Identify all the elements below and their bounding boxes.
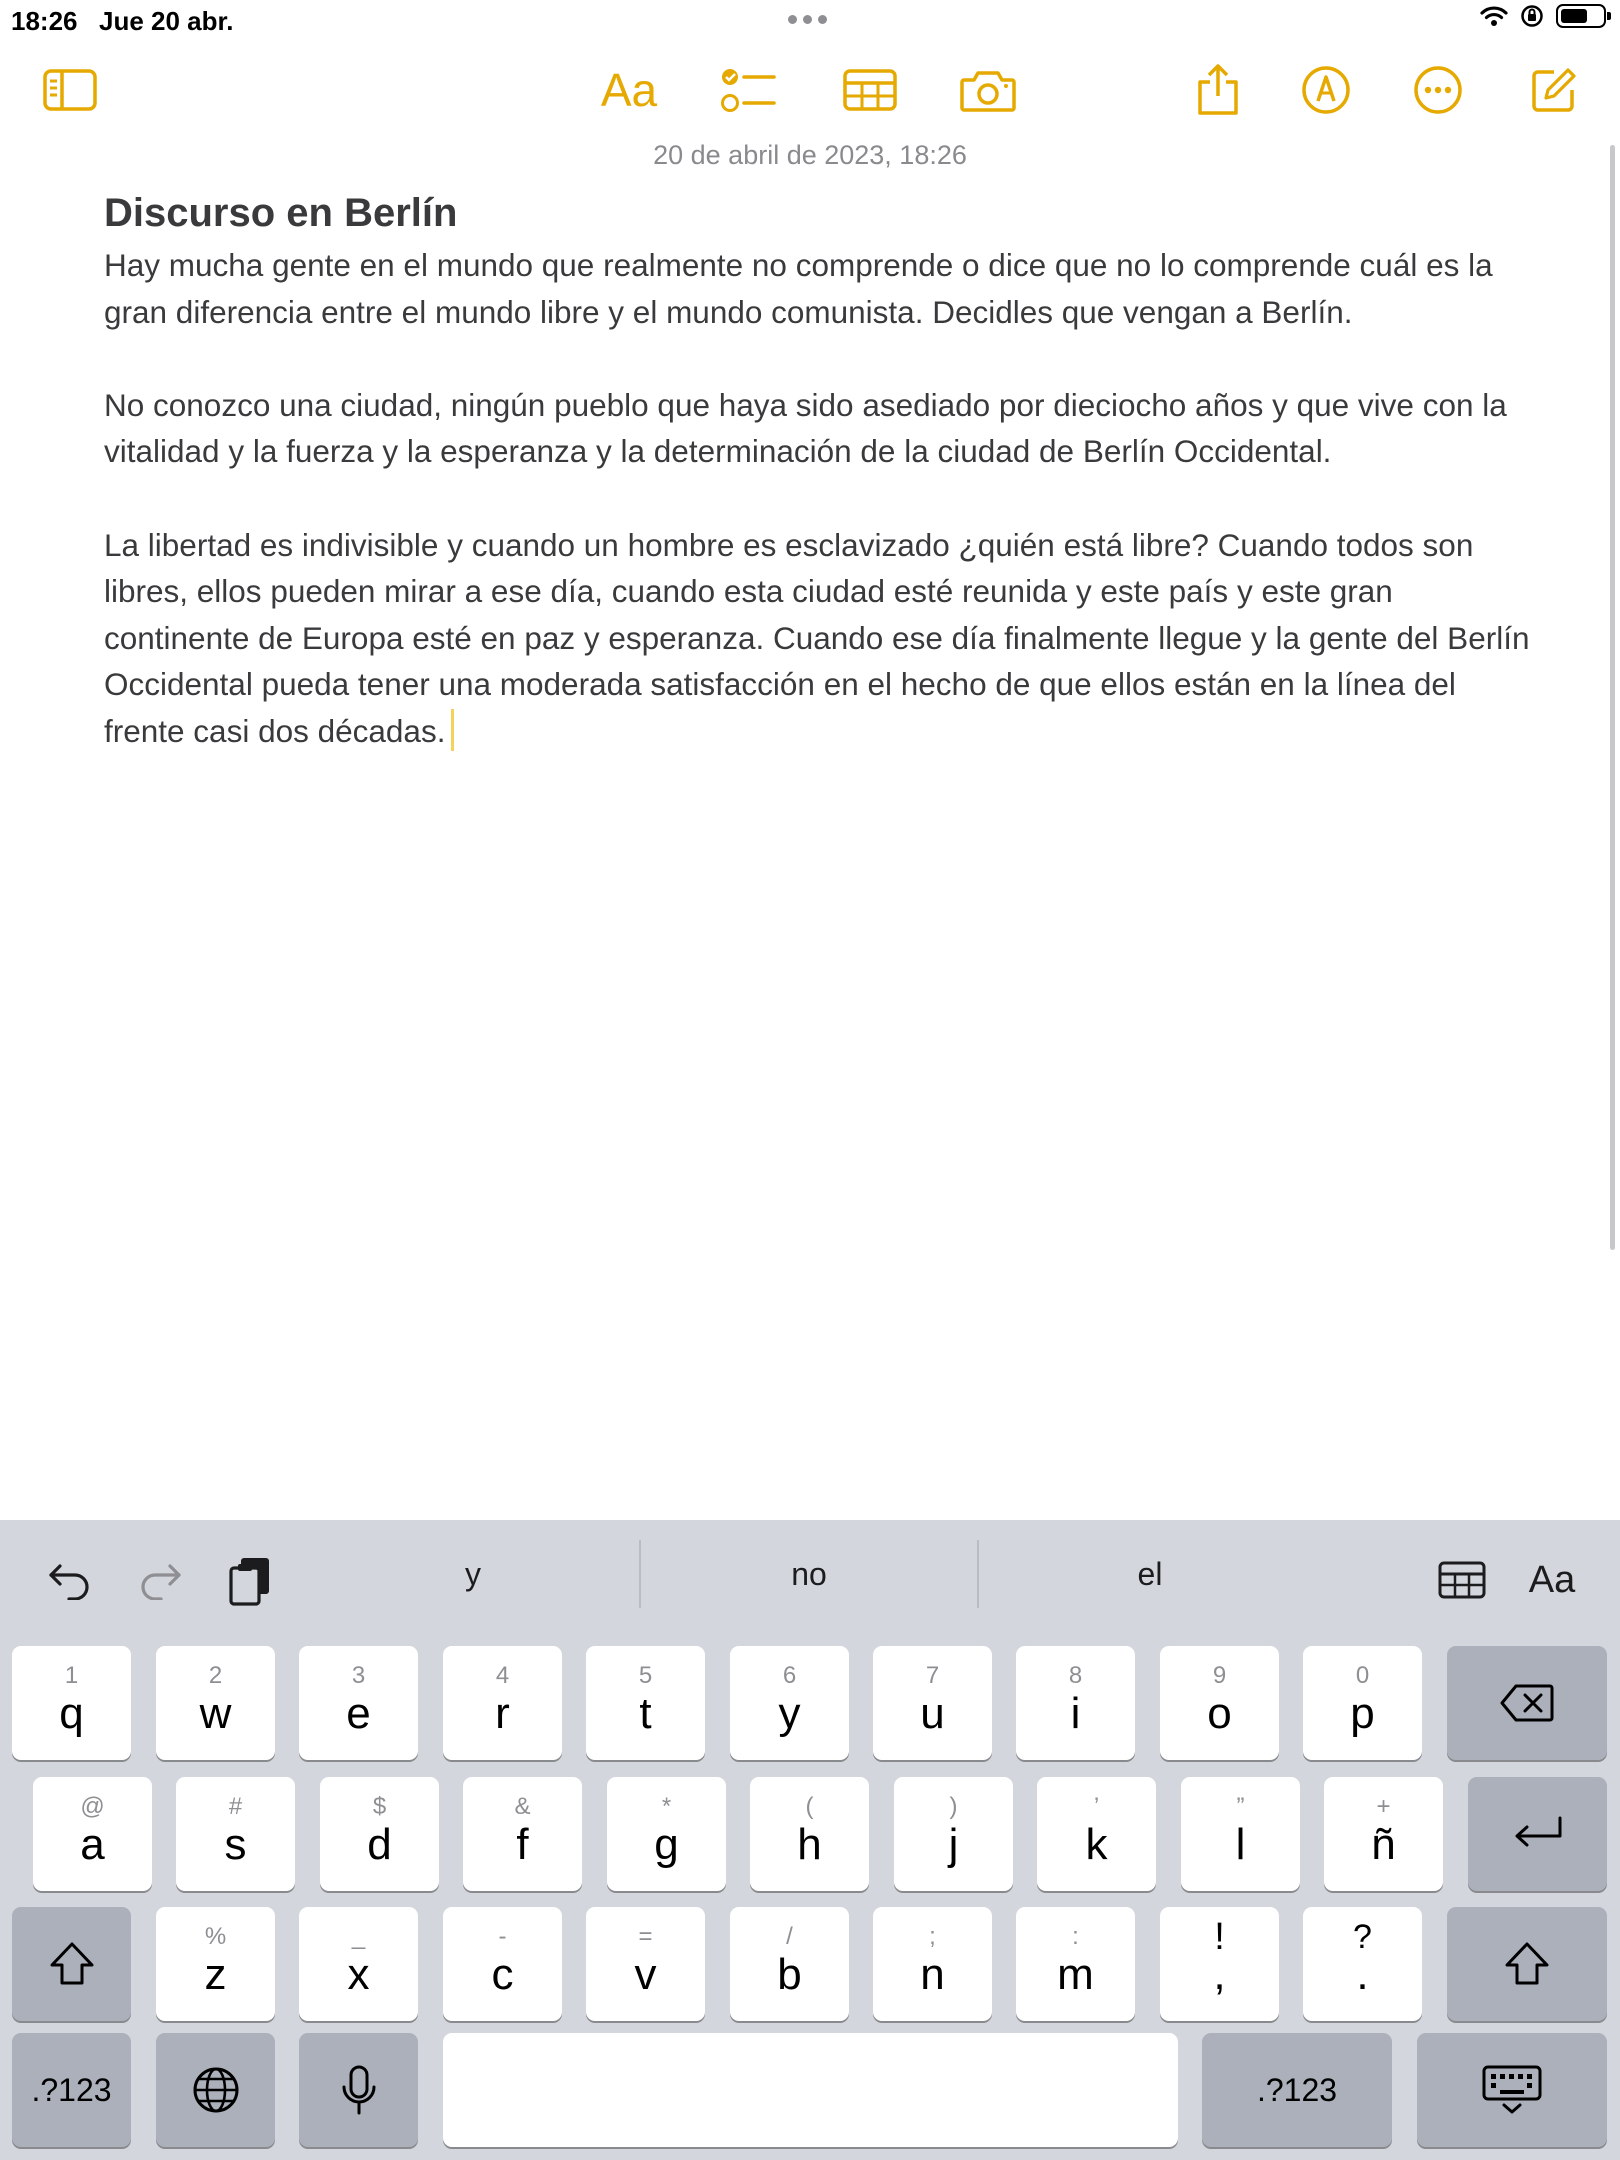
camera-icon (960, 68, 1016, 112)
shift-key-left[interactable] (12, 1907, 131, 2021)
shift-icon (1503, 1941, 1551, 1987)
note-date: 20 de abril de 2023, 18:26 (653, 140, 967, 170)
key-d[interactable] (320, 1777, 439, 1891)
wifi-icon (1480, 5, 1508, 27)
globe-icon (192, 2066, 240, 2114)
delete-key[interactable] (1447, 1646, 1607, 1760)
key-h[interactable] (750, 1777, 869, 1891)
multitasking-dots-icon[interactable] (788, 15, 827, 24)
keyboard-table-button[interactable] (1432, 1550, 1492, 1610)
key-b[interactable] (730, 1907, 849, 2021)
key-s[interactable] (176, 1777, 295, 1891)
key-char: e (346, 1689, 371, 1738)
key-q[interactable] (12, 1646, 131, 1760)
key-alt: 5 (638, 1662, 653, 1689)
dictation-key[interactable] (299, 2033, 418, 2147)
key-alt: + (1376, 1793, 1391, 1820)
key-p[interactable] (1303, 1646, 1422, 1760)
text-cursor (451, 709, 454, 751)
key-char: d (367, 1820, 392, 1869)
key-alt: ! (1214, 1916, 1225, 1958)
note-paragraph-text: La libertad es indivisible y cuando un hombre es esclavizado ¿quién está libre? Cuando todos son libres, ellos pueden mirar a ese día, cuando esta ciudad esté reunida y este país y este gran continente de Europa esté en paz y esperanza. Cuando ese día finalmente llegue y la gente del Berlín Occidental pueda tener una moderada satisfacción en el hecho de que ellos están en la línea del frente casi dos décadas. (104, 526, 1530, 749)
key-char: b (777, 1950, 802, 1999)
key-alt: 3 (351, 1662, 366, 1689)
key-alt: 2 (208, 1662, 223, 1689)
key-alt: ; (929, 1923, 936, 1950)
markup-pen-icon (1301, 65, 1351, 115)
keyboard-format-button[interactable]: Aa (1528, 1558, 1576, 1601)
numbers-key-label: .?123 (1256, 2071, 1338, 2108)
key-char: i (1070, 1689, 1081, 1738)
key-char: m (1057, 1950, 1094, 1999)
delete-icon (1500, 1683, 1554, 1723)
shift-key-right[interactable] (1447, 1907, 1607, 2021)
key-alt: ? (1353, 1918, 1372, 1956)
microphone-icon (341, 2065, 377, 2115)
paste-button[interactable] (220, 1550, 280, 1610)
key-n-tilde[interactable] (1324, 1777, 1443, 1891)
key-v[interactable] (586, 1907, 705, 2021)
sidebar-icon (43, 69, 97, 111)
key-alt: # (228, 1793, 243, 1820)
key-alt: * (661, 1793, 672, 1820)
table-icon (1438, 1561, 1486, 1599)
key-alt: 0 (1355, 1662, 1370, 1689)
key-e[interactable] (299, 1646, 418, 1760)
key-alt: / (786, 1923, 793, 1950)
key-char: x (347, 1950, 370, 1999)
key-w[interactable] (156, 1646, 275, 1760)
share-icon (1196, 64, 1240, 116)
suggestion-divider (977, 1540, 979, 1608)
status-indicators (1480, 4, 1606, 28)
key-alt: 6 (782, 1662, 797, 1689)
key-f[interactable] (463, 1777, 582, 1891)
key-y[interactable] (730, 1646, 849, 1760)
key-char: , (1213, 1950, 1226, 1999)
key-alt: 1 (64, 1662, 79, 1689)
key-alt: _ (351, 1923, 366, 1950)
key-alt: $ (372, 1793, 387, 1820)
key-period[interactable] (1303, 1907, 1422, 2021)
undo-button[interactable] (40, 1550, 100, 1610)
scrollbar[interactable] (1610, 145, 1615, 1250)
undo-icon (48, 1560, 92, 1600)
key-char: j (948, 1820, 959, 1869)
key-alt: 9 (1212, 1662, 1227, 1689)
key-alt: ( (805, 1793, 814, 1820)
key-alt: 8 (1068, 1662, 1083, 1689)
key-t[interactable] (586, 1646, 705, 1760)
suggestion-el[interactable]: el (1137, 1556, 1163, 1592)
note-paragraph[interactable]: Hay mucha gente en el mundo que realmente no comprende o dice que no lo comprende cuál es la gran diferencia entre el mundo libre y el mundo comunista. Decidles que vengan a Berlín. (104, 247, 1493, 330)
key-l[interactable] (1181, 1777, 1300, 1891)
key-z[interactable] (156, 1907, 275, 2021)
key-k[interactable] (1037, 1777, 1156, 1891)
key-char: s (224, 1820, 247, 1869)
key-char: c (491, 1950, 514, 1999)
key-char: a (80, 1820, 105, 1869)
key-alt: = (638, 1923, 653, 1950)
key-alt: - (498, 1923, 507, 1950)
numbers-key-left[interactable] (12, 2033, 131, 2147)
return-icon (1512, 1815, 1564, 1853)
suggestion-y[interactable]: y (465, 1556, 481, 1592)
orientation-lock-icon (1520, 4, 1544, 28)
shift-icon (48, 1941, 96, 1987)
checklist-button[interactable] (716, 62, 780, 118)
redo-button[interactable] (130, 1550, 190, 1610)
key-char: w (199, 1689, 232, 1738)
key-char: r (495, 1689, 510, 1738)
shortcut-bar (0, 1520, 1620, 1640)
key-char: f (516, 1820, 529, 1869)
key-char: h (797, 1820, 822, 1869)
key-alt: @ (80, 1793, 105, 1820)
key-o[interactable] (1160, 1646, 1279, 1760)
compose-button[interactable] (1522, 62, 1586, 118)
key-char: z (204, 1950, 227, 1999)
key-alt: ’ (1093, 1793, 1100, 1820)
note-paragraph[interactable]: No conozco una ciudad, ningún pueblo que haya sido asediado por dieciocho años y que vive con la vitalidad y la fuerza y la esperanza y la determinación de la ciudad de Berlín Occidental. (104, 386, 1507, 470)
key-char: n (920, 1950, 945, 1999)
key-char: ñ (1371, 1820, 1396, 1869)
space-bar[interactable] (443, 2033, 1178, 2147)
redo-icon (138, 1560, 182, 1600)
format-label: Aa (600, 64, 658, 116)
table-button[interactable] (838, 62, 902, 118)
key-alt: ) (949, 1793, 958, 1820)
key-i[interactable] (1016, 1646, 1135, 1760)
globe-key[interactable] (156, 2033, 275, 2147)
key-m[interactable] (1016, 1907, 1135, 2021)
key-comma[interactable] (1160, 1907, 1279, 2021)
sidebar-toggle-button[interactable] (38, 62, 102, 118)
format-button[interactable] (596, 62, 662, 118)
key-char: . (1356, 1950, 1369, 1999)
note-paragraph[interactable] (104, 522, 1544, 755)
key-r[interactable] (443, 1646, 562, 1760)
key-alt: & (514, 1793, 531, 1820)
compose-icon (1530, 66, 1578, 114)
key-a[interactable] (33, 1777, 152, 1891)
status-time: 18:26 (11, 6, 78, 36)
battery-icon (1556, 4, 1606, 28)
clipboard-icon (227, 1554, 273, 1606)
key-u[interactable] (873, 1646, 992, 1760)
numbers-key-right[interactable] (1202, 2033, 1392, 2147)
key-char: o (1207, 1689, 1232, 1738)
key-char: t (639, 1689, 652, 1738)
suggestion-no[interactable]: no (791, 1556, 827, 1592)
table-icon (843, 69, 897, 111)
keyboard (0, 1520, 1620, 2160)
status-date: Jue 20 abr. (99, 6, 234, 36)
key-char: q (59, 1689, 84, 1738)
numbers-key-label: .?123 (31, 2071, 112, 2108)
keyboard-dismiss-icon (1482, 2065, 1542, 2115)
key-char: l (1235, 1820, 1246, 1869)
key-char: k (1085, 1820, 1108, 1869)
key-char: u (920, 1689, 945, 1738)
key-alt: ” (1236, 1793, 1245, 1820)
key-char: v (634, 1950, 657, 1999)
more-button[interactable] (1406, 62, 1470, 118)
more-icon (1413, 65, 1463, 115)
key-alt: 4 (495, 1662, 510, 1689)
key-alt: % (204, 1923, 227, 1950)
markup-button[interactable] (1294, 62, 1358, 118)
note-title[interactable]: Discurso en Berlín (104, 191, 458, 235)
key-c[interactable] (443, 1907, 562, 2021)
key-char: g (654, 1820, 679, 1869)
return-key[interactable] (1468, 1777, 1607, 1891)
note-body[interactable] (104, 186, 1544, 801)
suggestion-divider (639, 1540, 641, 1608)
key-n[interactable] (873, 1907, 992, 2021)
key-char: p (1350, 1689, 1375, 1738)
key-g[interactable] (607, 1777, 726, 1891)
key-char: y (778, 1689, 801, 1738)
dismiss-keyboard-key[interactable] (1417, 2033, 1607, 2147)
camera-button[interactable] (956, 62, 1020, 118)
key-alt: : (1072, 1923, 1079, 1950)
key-j[interactable] (894, 1777, 1013, 1891)
share-button[interactable] (1186, 62, 1250, 118)
key-x[interactable] (299, 1907, 418, 2021)
checklist-icon (720, 65, 776, 115)
key-alt: 7 (925, 1662, 940, 1689)
